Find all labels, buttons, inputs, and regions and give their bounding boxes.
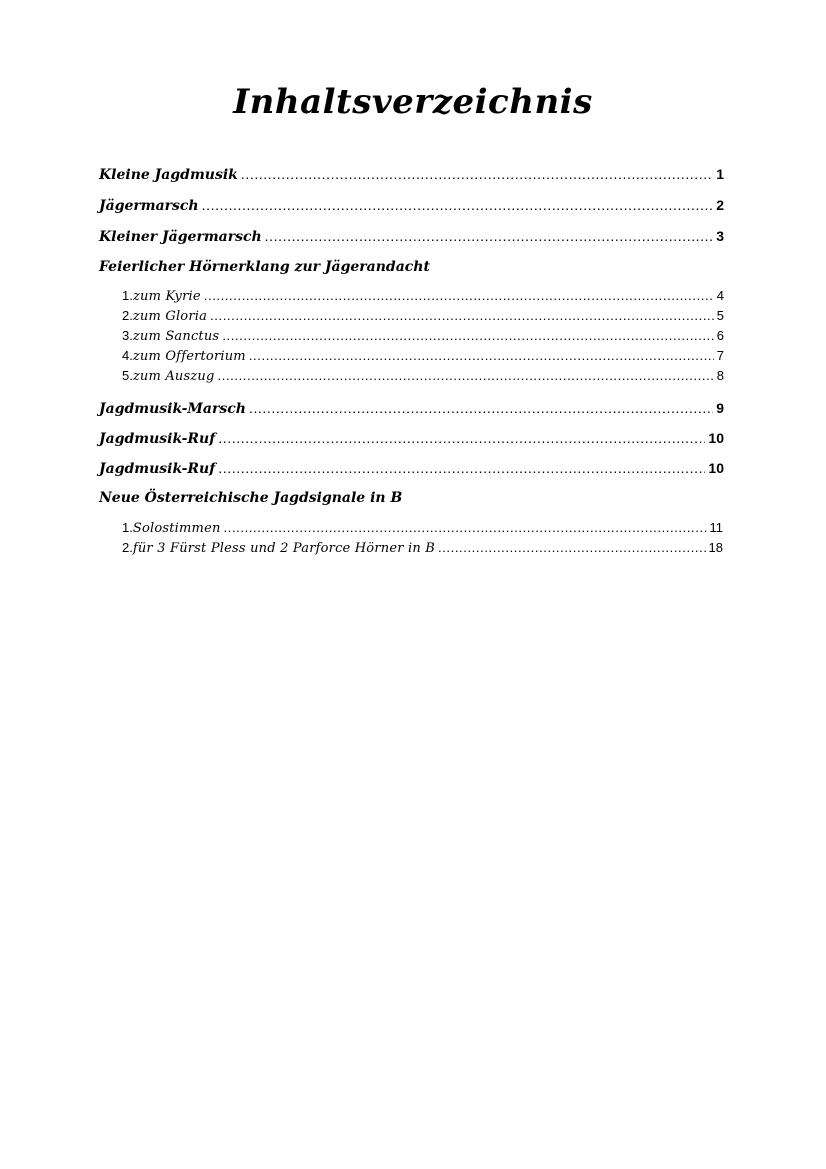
- toc-subentry[interactable]: [122, 347, 724, 365]
- toc-subentry-title: zum Gloria: [132, 309, 208, 324]
- toc-entry-title: Jagdmusik-Marsch: [99, 401, 246, 417]
- toc-entry[interactable]: [99, 458, 724, 478]
- toc-subentry-title: zum Sanctus: [132, 329, 220, 344]
- toc-subentry-number: 2.: [122, 308, 133, 323]
- toc-leader-dots: [438, 539, 706, 557]
- toc-leader-dots: [210, 307, 714, 325]
- toc-subentry-number: 2.: [122, 540, 133, 555]
- toc-subentry-page: 4: [716, 288, 724, 303]
- toc-entry-title: Jägermarsch: [99, 198, 199, 214]
- toc-subentry-title: zum Offertorium: [132, 349, 246, 364]
- toc-subentry-page: 6: [716, 328, 724, 343]
- toc-subentry-page: 11: [709, 520, 723, 535]
- toc-entry-page: 10: [708, 430, 724, 446]
- toc-entry-page: 1: [716, 166, 724, 182]
- toc-entry[interactable]: [99, 195, 724, 215]
- toc-entry[interactable]: [99, 164, 724, 184]
- toc-subentry-page: 7: [716, 348, 724, 363]
- toc-entry-title: Kleine Jagdmusik: [99, 167, 238, 183]
- toc-subentry[interactable]: [122, 287, 724, 305]
- toc-leader-dots: [224, 519, 707, 537]
- toc-subentry-title: zum Auszug: [132, 369, 215, 384]
- toc-subentry[interactable]: [122, 519, 723, 537]
- toc-subentry-page: 5: [716, 308, 724, 323]
- toc-subentry[interactable]: [122, 327, 724, 345]
- toc-subentry-title: zum Kyrie: [133, 289, 201, 304]
- toc-entry[interactable]: [99, 226, 724, 246]
- toc-entry-page: 10: [708, 460, 724, 476]
- toc-entry-page: 9: [716, 400, 724, 416]
- toc-subentry[interactable]: [122, 307, 724, 325]
- toc-leader-dots: [265, 226, 714, 246]
- toc-subentry-number: 5.: [122, 368, 133, 383]
- toc-subentry-number: 1.: [122, 288, 133, 303]
- toc-leader-dots: [241, 164, 713, 184]
- toc-subentry[interactable]: [122, 367, 724, 385]
- toc-subentry-number: 4.: [122, 348, 133, 363]
- toc-leader-dots: [218, 428, 705, 448]
- toc-subentry-page: 18: [708, 540, 723, 555]
- toc-section-heading[interactable]: Neue Österreichische Jagdsignale in B: [99, 490, 403, 506]
- toc-subentry-title: Solostimmen: [132, 521, 221, 536]
- toc-leader-dots: [249, 398, 713, 418]
- toc-leader-dots: [218, 367, 714, 385]
- toc-subentry[interactable]: [122, 539, 723, 557]
- toc-leader-dots: [204, 287, 714, 305]
- toc-entry-title: Jagdmusik-Ruf: [99, 461, 216, 477]
- toc-entry[interactable]: [99, 428, 724, 448]
- toc-section-heading[interactable]: Feierlicher Hörnerklang zur Jägerandacht: [99, 259, 430, 275]
- page-title: Inhaltsverzeichnis: [233, 82, 593, 122]
- toc-subentry-number: 1.: [122, 520, 133, 535]
- toc-entry-page: 2: [716, 197, 724, 213]
- toc-leader-dots: [218, 458, 705, 478]
- toc-entry[interactable]: [99, 398, 724, 418]
- toc-leader-dots: [222, 327, 713, 345]
- toc-subentry-number: 3.: [122, 328, 133, 343]
- toc-entry-title: Kleiner Jägermarsch: [99, 229, 262, 245]
- toc-entry-title: Jagdmusik-Ruf: [99, 431, 216, 447]
- toc-leader-dots: [202, 195, 714, 215]
- toc-entry-page: 3: [716, 228, 724, 244]
- toc-leader-dots: [249, 347, 714, 365]
- toc-subentry-page: 8: [716, 368, 724, 383]
- toc-subentry-title: für 3 Fürst Pless und 2 Parforce Hörner in B: [132, 541, 435, 556]
